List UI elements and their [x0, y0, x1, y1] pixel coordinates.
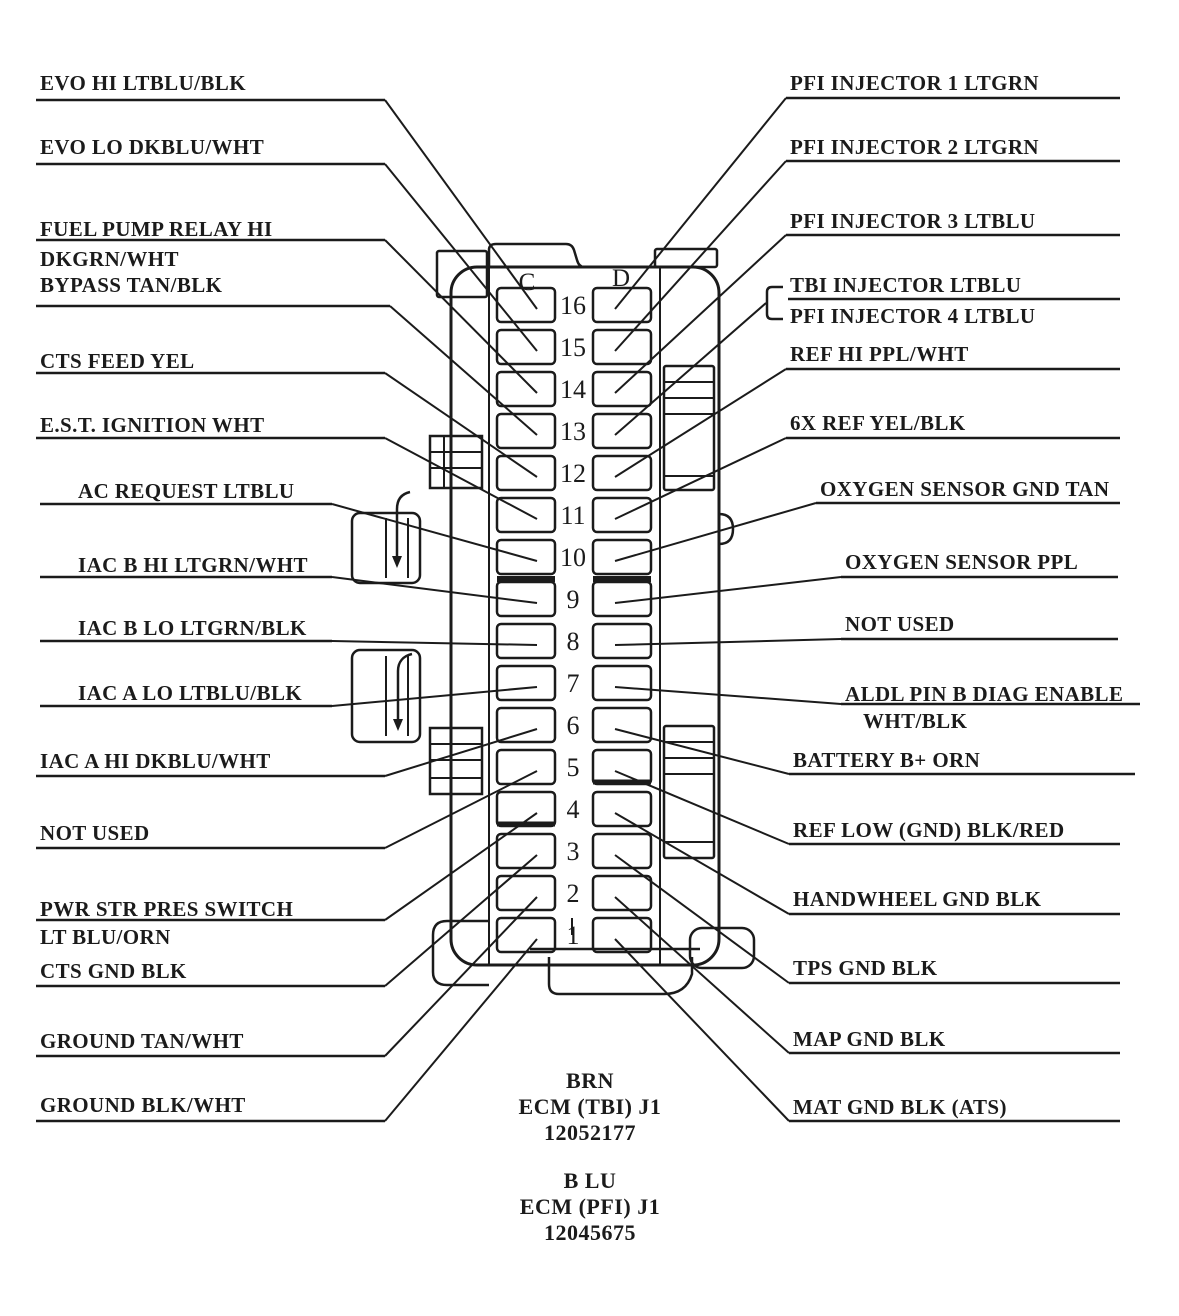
column-d-letter: D — [611, 265, 631, 292]
leader-line-left — [385, 771, 537, 848]
pin-number: 13 — [560, 417, 586, 446]
wire-label-c4 — [40, 896, 293, 951]
wire-label-text: AC REQUEST LTBLU — [78, 479, 295, 503]
leader-line-right — [615, 235, 786, 393]
wire-label-d15 — [790, 134, 1039, 161]
bottom-latch — [549, 957, 692, 994]
pin-box-d — [593, 288, 651, 322]
wire-label-text: MAT GND BLK (ATS) — [793, 1095, 1007, 1119]
wire-label-text: EVO LO DKBLU/WHT — [40, 135, 265, 159]
pin-number: 3 — [566, 837, 580, 866]
pin-number: 10 — [560, 543, 586, 572]
footer-tbi-wire-color: BRN — [566, 1068, 614, 1093]
pin-number: 8 — [566, 627, 580, 656]
wire-label-d14 — [790, 208, 1035, 235]
wire-label-text: IAC B LO LTGRN/BLK — [78, 616, 307, 640]
pin-number: 15 — [560, 333, 586, 362]
wire-label-d1 — [793, 1094, 1007, 1121]
wire-label-c12 — [40, 348, 195, 375]
pin-box-c — [497, 330, 555, 364]
wire-label-text: E.S.T. IGNITION WHT — [40, 413, 265, 437]
hook-arrowhead — [392, 556, 402, 568]
pin-number: 14 — [560, 375, 586, 404]
wire-label-d16 — [790, 70, 1039, 97]
right-lug-lower — [664, 726, 714, 858]
wire-label-text: BATTERY B+ ORN — [793, 748, 981, 772]
pin-number: 12 — [560, 459, 586, 488]
wire-label-d8 — [845, 611, 955, 638]
wire-label-c6 — [40, 748, 271, 775]
pin-box-d — [593, 414, 651, 448]
wire-label-c8 — [78, 615, 307, 642]
wire-label-d2 — [793, 1026, 946, 1053]
pin-number: 7 — [566, 669, 580, 698]
pin-box-c — [497, 456, 555, 490]
wire-label-d4 — [793, 886, 1041, 913]
wire-label-text: NOT USED — [40, 821, 150, 845]
wire-label-text: FUEL PUMP RELAY HI — [40, 217, 273, 241]
top-right-tab — [655, 249, 717, 267]
pin-box-c — [497, 918, 555, 952]
wire-label-d9 — [845, 549, 1078, 576]
leader-line-right — [615, 729, 789, 774]
wire-label-text: TPS GND BLK — [793, 956, 938, 980]
wire-label-c1 — [40, 1092, 246, 1119]
pin-box-c — [497, 624, 555, 658]
hook-arrowhead — [393, 719, 403, 731]
leader-line-right — [615, 438, 786, 519]
wire-label-text: IAC A LO LTBLU/BLK — [78, 681, 303, 705]
wire-label-text: MAP GND BLK — [793, 1027, 946, 1051]
wire-label-c14 — [40, 216, 273, 273]
footer-tbi-part-number: 12052177 — [544, 1120, 636, 1145]
wire-label-c5 — [40, 820, 150, 847]
footer-pfi-wire-color: B LU — [563, 1168, 617, 1193]
leader-line-left — [385, 729, 537, 776]
footer-tbi-connector-name: ECM (TBI) J1 — [518, 1094, 662, 1119]
wire-label-text: BYPASS TAN/BLK — [40, 273, 223, 297]
wire-label-c15 — [40, 134, 264, 161]
leader-line-right — [615, 98, 786, 309]
pin-box-c — [497, 414, 555, 448]
leader-line-left — [332, 641, 537, 645]
wire-label-text: EVO HI LTBLU/BLK — [40, 71, 246, 95]
hook-arrow — [398, 654, 412, 719]
leader-line-right — [615, 687, 841, 704]
leader-line-left — [385, 813, 537, 920]
wire-label-c3 — [40, 958, 187, 985]
wire-label-d12 — [790, 341, 969, 368]
pin-number: 4 — [566, 795, 580, 824]
wire-label-text: REF LOW (GND) BLK/RED — [793, 818, 1065, 842]
wire-label-d6 — [793, 747, 980, 774]
leader-line-left — [332, 687, 537, 706]
pin-box-d — [593, 666, 651, 700]
leader-line-right — [615, 639, 841, 645]
wire-label-text: WHT/BLK — [863, 709, 968, 733]
leader-line-left — [385, 438, 537, 519]
wire-label-text: CTS GND BLK — [40, 959, 187, 983]
pin-box-d — [593, 372, 651, 406]
pin-number: 9 — [566, 585, 580, 614]
wire-label-text: REF HI PPL/WHT — [790, 342, 969, 366]
wire-label-c16 — [40, 70, 246, 97]
wire-label-text: ALDL PIN B DIAG ENABLE — [845, 682, 1124, 706]
pin-number: 2 — [566, 879, 580, 908]
leader-line-left — [385, 240, 537, 393]
wire-label-d3 — [793, 955, 937, 982]
wire-label-text: HANDWHEEL GND BLK — [793, 887, 1042, 911]
pin-box-c — [497, 750, 555, 784]
wire-label-c9 — [78, 552, 308, 579]
wire-label-text: GROUND TAN/WHT — [40, 1029, 244, 1053]
pin-box-d — [593, 792, 651, 826]
pin-box-d — [593, 876, 651, 910]
column-c-letter: C — [518, 269, 536, 296]
tbi-pfi4-bracket — [767, 287, 783, 319]
wire-label-d13 — [790, 272, 1035, 330]
pin-box-d — [593, 330, 651, 364]
leader-line-right — [615, 161, 786, 351]
wire-label-text: DKGRN/WHT — [40, 247, 179, 271]
connector-body — [451, 267, 719, 965]
wire-label-d11 — [790, 410, 966, 437]
wire-label-d5 — [793, 817, 1065, 844]
pin-number: 11 — [560, 501, 586, 530]
footer-pfi-part-number: 12045675 — [544, 1220, 636, 1245]
wire-label-c13 — [40, 272, 222, 299]
pin-box-d — [593, 540, 651, 574]
pin-box-c — [497, 708, 555, 742]
wire-label-text: IAC B HI LTGRN/WHT — [78, 553, 308, 577]
pin-number: 5 — [566, 753, 580, 782]
wire-label-text: OXYGEN SENSOR PPL — [845, 550, 1079, 574]
leader-line-left — [385, 100, 537, 309]
wire-label-text: TBI INJECTOR LTBLU — [790, 273, 1022, 297]
footer-pfi-connector — [440, 1168, 740, 1246]
pin-box-d — [593, 834, 651, 868]
pin-number: 6 — [566, 711, 580, 740]
wire-label-c2 — [40, 1028, 244, 1055]
wire-label-text: NOT USED — [845, 612, 955, 636]
pin-number: 16 — [560, 291, 586, 320]
wire-label-d10 — [820, 476, 1109, 503]
footer-pfi-connector-name: ECM (PFI) J1 — [519, 1194, 661, 1219]
wire-label-text: IAC A HI DKBLU/WHT — [40, 749, 271, 773]
wire-label-text: PFI INJECTOR 3 LTBLU — [790, 209, 1036, 233]
footer-tbi-connector — [440, 1068, 740, 1146]
wire-label-text: PFI INJECTOR 2 LTGRN — [790, 135, 1039, 159]
wire-label-text: OXYGEN SENSOR GND TAN — [820, 477, 1110, 501]
pin-box-c — [497, 666, 555, 700]
wire-label-text: PFI INJECTOR 1 LTGRN — [790, 71, 1039, 95]
wire-label-text: CTS FEED YEL — [40, 349, 195, 373]
wire-label-d7 — [845, 681, 1123, 735]
wire-label-c10 — [78, 478, 294, 505]
wire-label-text: LT BLU/ORN — [40, 925, 171, 949]
left-hatch-tab-upper — [430, 436, 482, 488]
pin-box-d — [593, 750, 651, 784]
wire-label-text: GROUND BLK/WHT — [40, 1093, 246, 1117]
wire-label-text: PFI INJECTOR 4 LTBLU — [790, 304, 1036, 328]
leader-line-left — [385, 373, 537, 477]
leader-line-right — [615, 813, 789, 914]
pin-box-c — [497, 372, 555, 406]
pin-box-d — [593, 624, 651, 658]
pin-number: 1 — [566, 921, 580, 950]
wire-label-c7 — [78, 680, 302, 707]
pin-box-c — [497, 834, 555, 868]
wire-label-text: PWR STR PRES SWITCH — [40, 897, 294, 921]
wire-label-c11 — [40, 412, 264, 439]
wire-label-text: 6X REF YEL/BLK — [790, 411, 966, 435]
leader-line-right — [615, 369, 786, 477]
